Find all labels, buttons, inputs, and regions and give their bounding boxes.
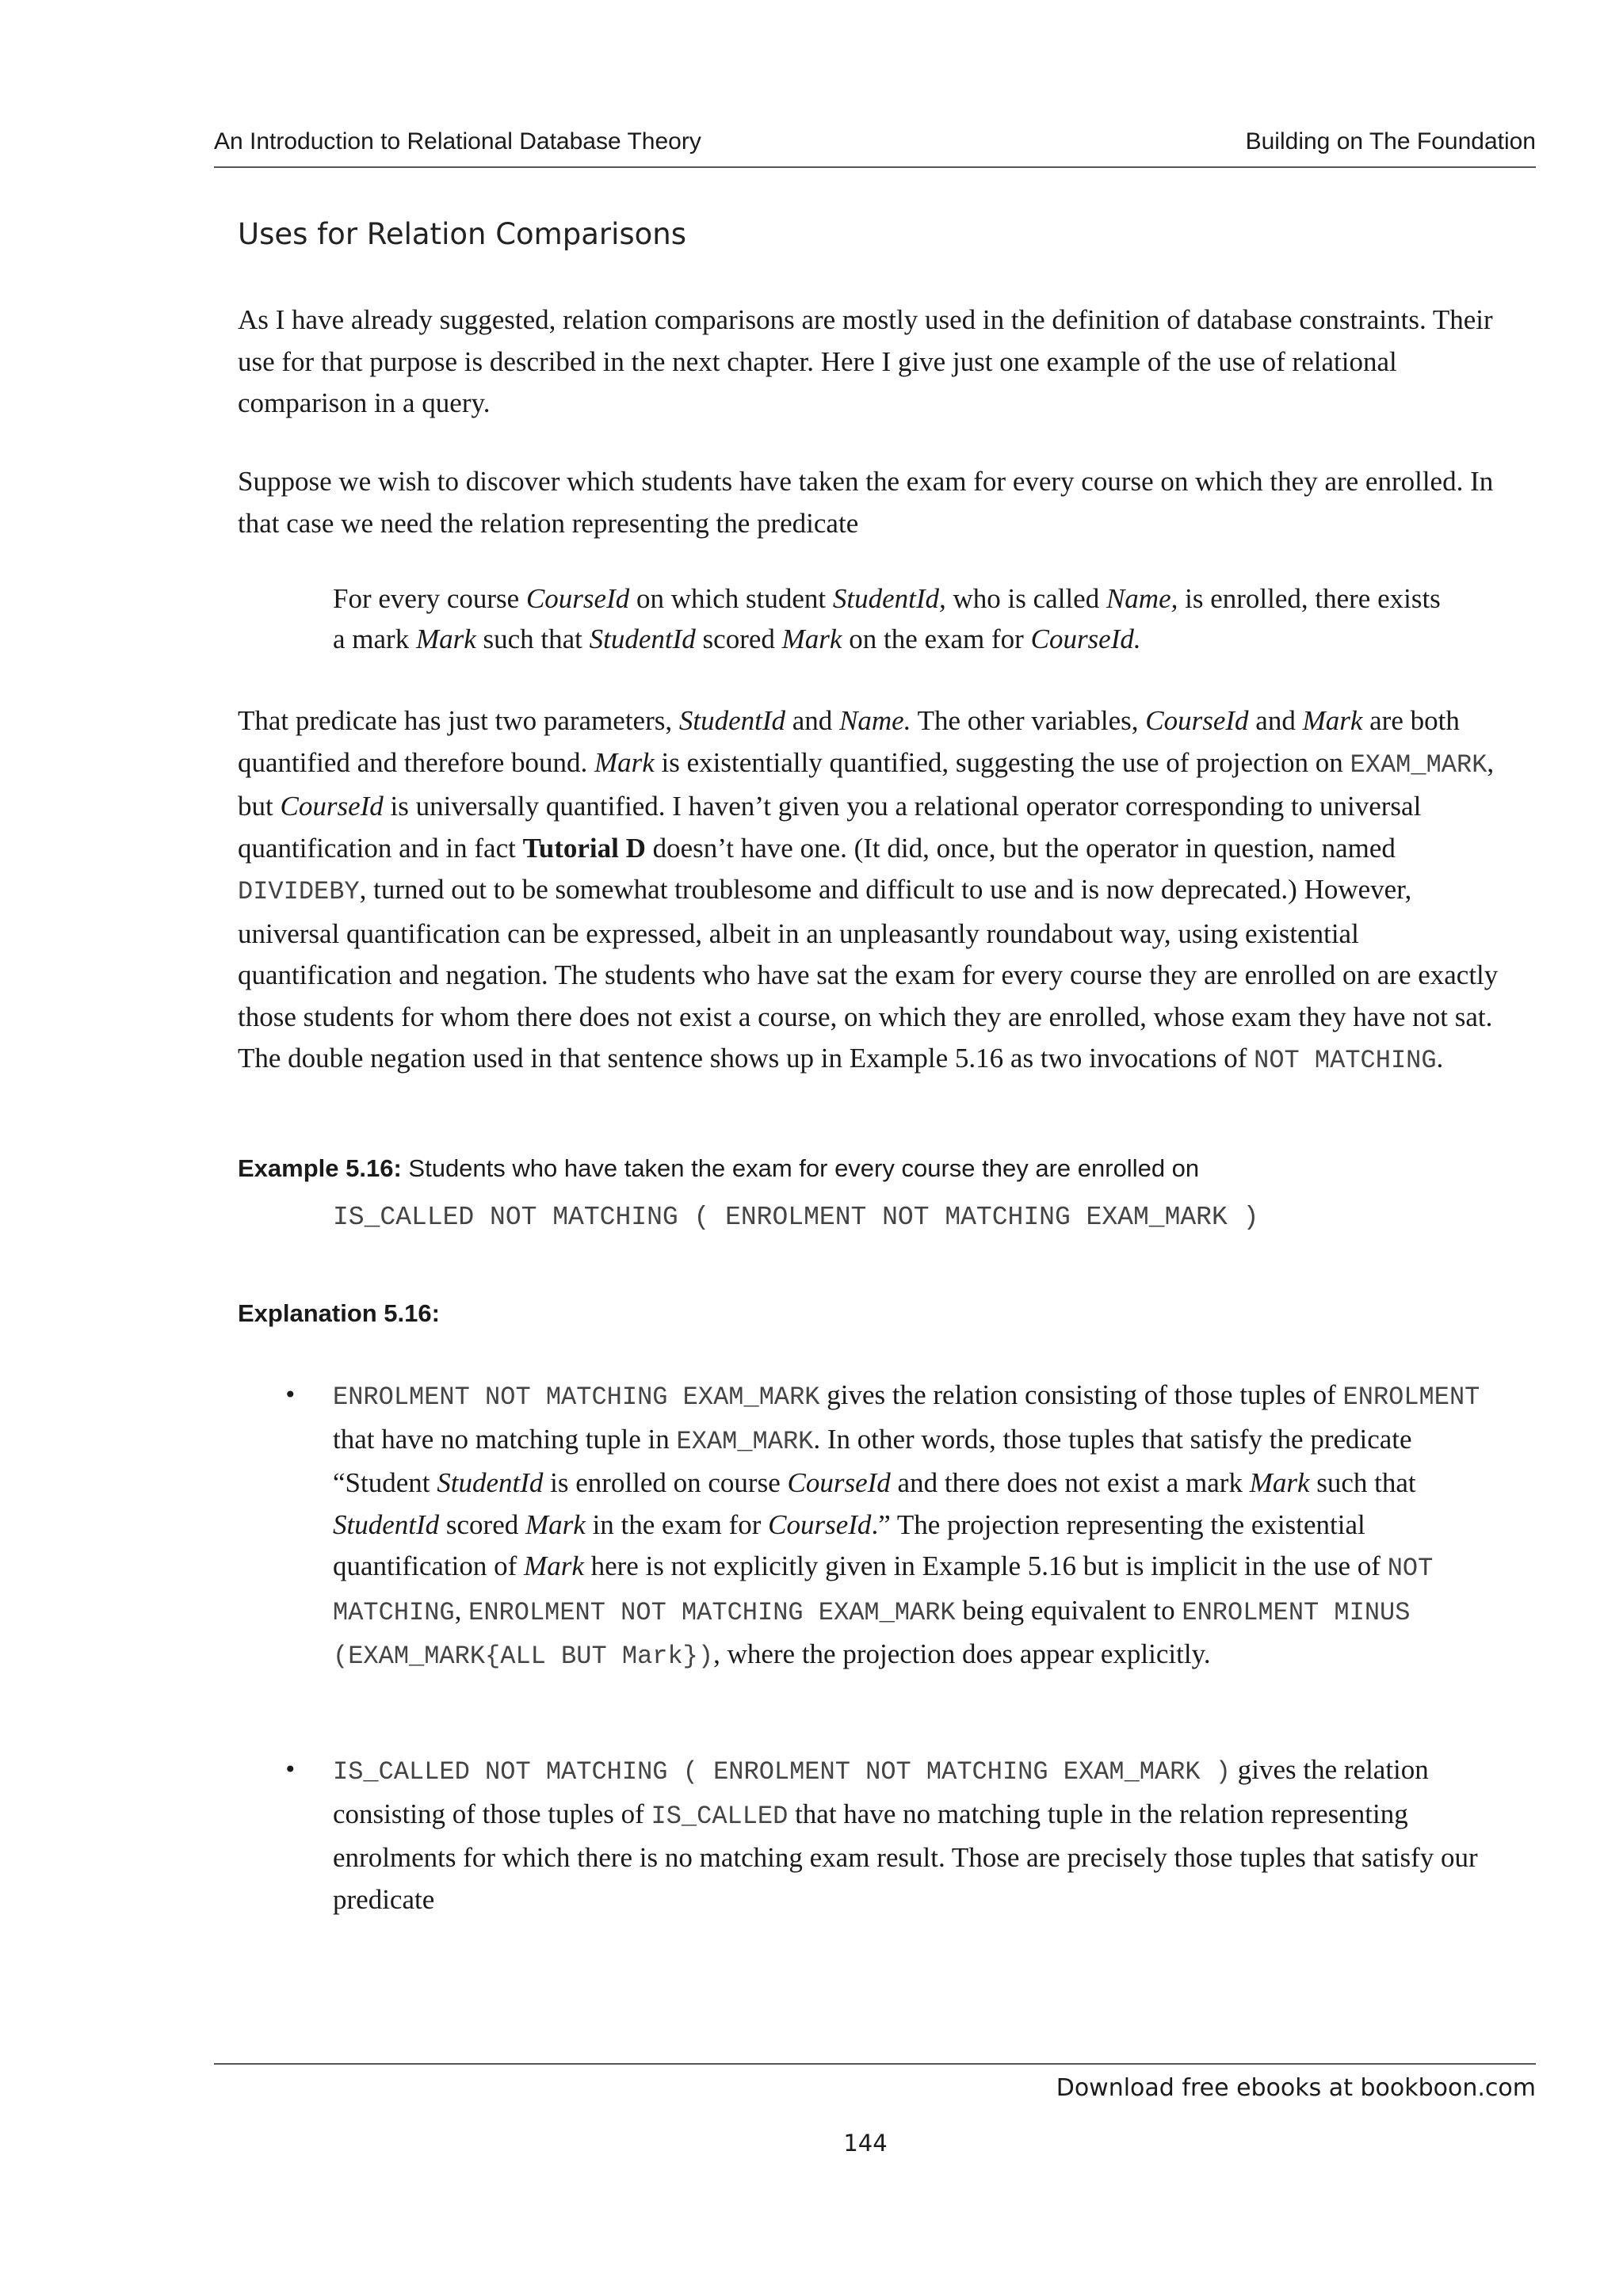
var-studentid: StudentId, <box>832 583 946 614</box>
var-courseid: CourseId <box>525 583 630 614</box>
footer-divider <box>214 2063 1536 2065</box>
bullet-text: ENROLMENT NOT MATCHING EXAM_MARK gives the relation consisting of those tuples of ENROLMENT that have no matching tuple in EXAM_MARK. In other words, those tuples that satisfy the predicate “Student StudentId is enrolled on course CourseId and there does not exist a mark Mark such that StudentId scored Mark in the exam for CourseId.” The projection representing the existential quantification of Mark here is not explicitly given in Example 5.16 but is implicit in the use of NOT MATCHING, ENROLMENT NOT MATCHING EXAM_MARK being equivalent to ENROLMENT MINUS (EXAM_MARK{ALL BUT Mark}), where the projection does appear explicitly. <box>333 1379 1480 1671</box>
predicate-block: For every course CourseId on which student StudentId, who is called Name, is enrolled, there exists a mark Mark such that StudentId scored Mark on the exam for CourseId. <box>333 583 1441 654</box>
bullet-icon: • <box>284 1382 297 1408</box>
paragraph-predicate-analysis: That predicate has just two parameters, StudentId and Name. The other variables, CourseId and Mark are both quantified and therefore bound. Mark is existentially quantified, suggesting the use of projection on EXAM_MARK, but CourseId is universally quantified. I haven’t given you a relational operator corresponding to universal quantification and in fact Tutorial D doesn’t have one. (It did, once, but the operator in question, named DIVIDEBY, turned out to be somewhat troublesome and difficult to use and is now deprecated.) However, universal quantification can be expressed, albeit in an unpleasantly roundabout way, using existential quantification and negation. The students who have sat the exam for every course they are enrolled on are exactly those students for whom there does not exist a course, on which they are enrolled, whose exam they have not sat. The double negation used in that sentence shows up in Example 5.16 as two invocations of NOT MATCHING. <box>238 705 1499 1075</box>
header-chapter-title: Building on The Foundation <box>1245 128 1536 154</box>
tutorial-d-term: Tutorial D <box>522 832 646 864</box>
running-header <box>214 111 1536 168</box>
example-code: IS_CALLED NOT MATCHING ( ENROLMENT NOT MATCHING EXAM_MARK ) <box>333 1203 1259 1232</box>
page-number: 144 <box>843 2130 888 2157</box>
bookboon-download-link[interactable]: Download free ebooks at bookboon.com <box>1056 2074 1536 2102</box>
paragraph-intro: As I have already suggested, relation comparisons are mostly used in the definition of database constraints. Their use for that purpose is described in the next chapter. Here I give just one example of the use of relational comparison in a query. <box>238 304 1493 418</box>
var-mark: Mark <box>781 624 842 654</box>
var-mark: Mark <box>415 624 476 654</box>
var-studentid: StudentId <box>589 624 696 654</box>
bullet-icon: • <box>284 1756 297 1783</box>
code-inline: NOT MATCHING <box>1254 1046 1437 1075</box>
example-caption: Example 5.16: Students who have taken the exam for every course they are enrolled on <box>238 1154 1200 1182</box>
code-inline: EXAM_MARK <box>1350 749 1487 780</box>
bullet-text: IS_CALLED NOT MATCHING ( ENROLMENT NOT MATCHING EXAM_MARK ) gives the relation consisting of those tuples of IS_CALLED that have no matching tuple in the relation representing enrolments for which there is no matching exam result. Those are precisely those tuples that satisfy our predicate <box>333 1754 1478 1915</box>
var-courseid: CourseId. <box>1030 624 1141 654</box>
header-book-title: An Introduction to Relational Database Theory <box>214 128 701 154</box>
explanation-label: Explanation 5.16: <box>238 1299 440 1327</box>
var-name: Name, <box>1106 583 1178 614</box>
code-inline: DIVIDEBY <box>238 877 360 906</box>
section-heading: Uses for Relation Comparisons <box>238 217 687 251</box>
example-label: Example 5.16: <box>238 1154 402 1182</box>
paragraph-suppose: Suppose we wish to discover which students have taken the exam for every course on which they are enrolled. In that case we need the relation representing the predicate <box>238 466 1494 539</box>
